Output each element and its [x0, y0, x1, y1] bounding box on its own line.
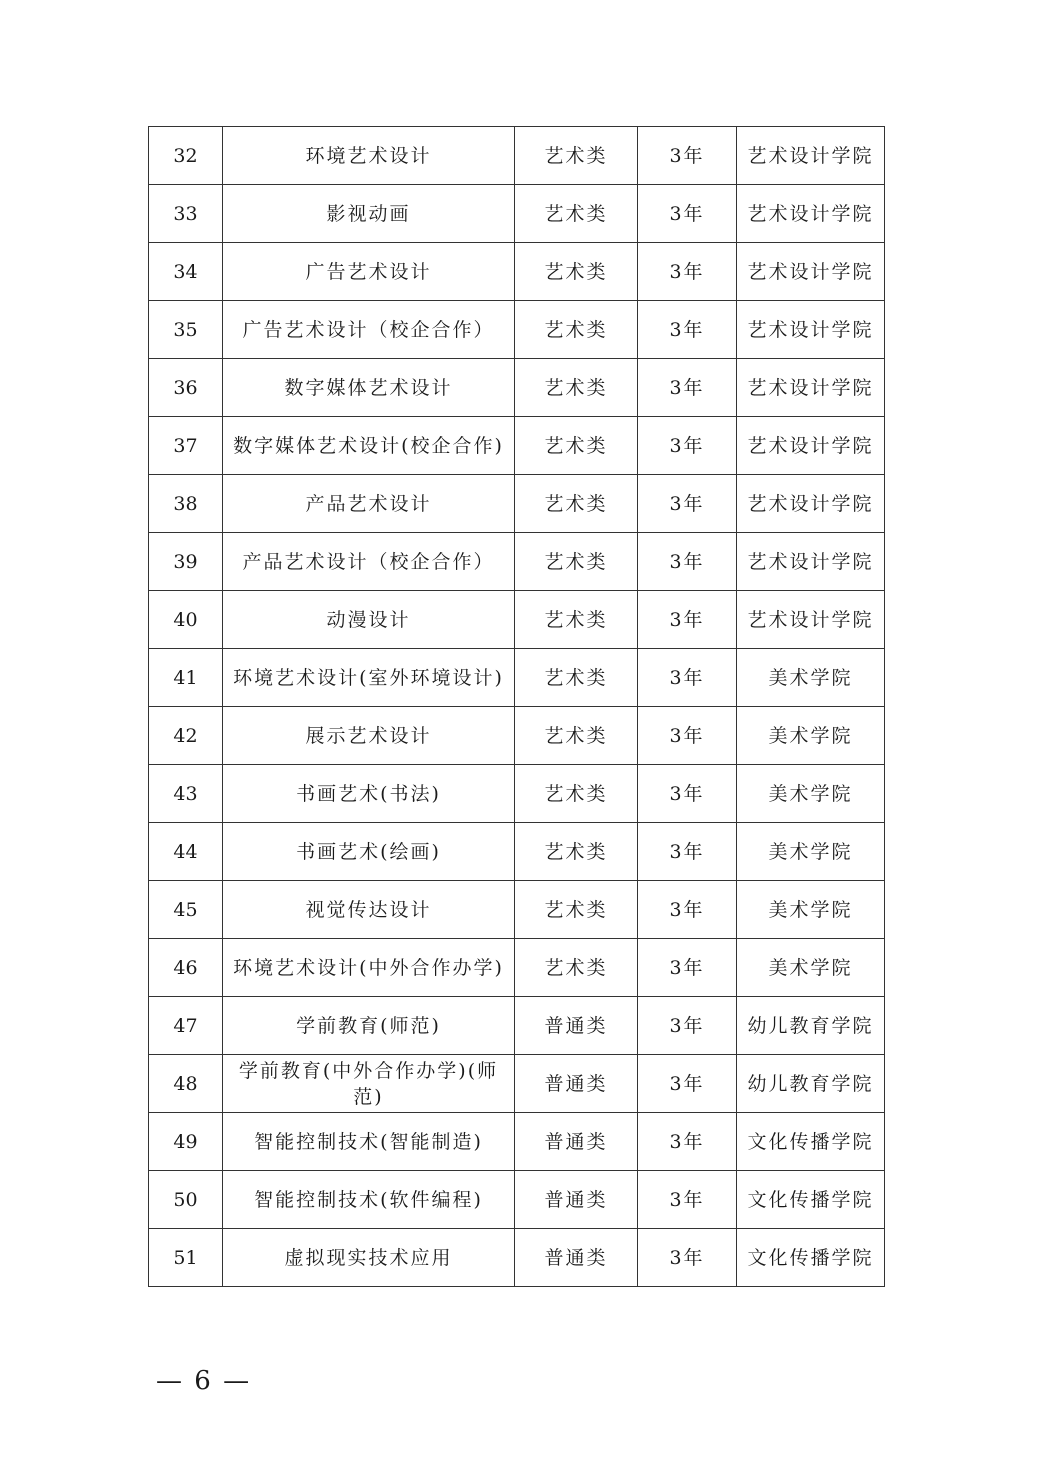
major-name-cell: 书画艺术(绘画)	[223, 823, 515, 881]
row-number-cell: 44	[149, 823, 223, 881]
duration-cell: 3年	[638, 301, 737, 359]
major-name-cell: 广告艺术设计	[223, 243, 515, 301]
major-name-cell: 智能控制技术(软件编程)	[223, 1171, 515, 1229]
duration-cell: 3年	[638, 997, 737, 1055]
category-cell: 普通类	[515, 1113, 638, 1171]
duration-cell: 3年	[638, 823, 737, 881]
table-row	[149, 533, 885, 591]
duration-cell: 3年	[638, 939, 737, 997]
college-cell: 艺术设计学院	[737, 301, 885, 359]
row-number-cell: 47	[149, 997, 223, 1055]
table-row	[149, 707, 885, 765]
duration-cell: 3年	[638, 1055, 737, 1113]
page-number: — 6 —	[156, 1366, 252, 1396]
table-row	[149, 1113, 885, 1171]
major-name-cell: 环境艺术设计	[223, 127, 515, 185]
row-number-cell: 46	[149, 939, 223, 997]
duration-cell: 3年	[638, 359, 737, 417]
category-cell: 艺术类	[515, 417, 638, 475]
major-name-cell: 虚拟现实技术应用	[223, 1229, 515, 1287]
row-number-cell: 41	[149, 649, 223, 707]
table-row	[149, 1055, 885, 1113]
row-number-cell: 49	[149, 1113, 223, 1171]
category-cell: 艺术类	[515, 243, 638, 301]
college-cell: 艺术设计学院	[737, 359, 885, 417]
college-cell: 艺术设计学院	[737, 591, 885, 649]
college-cell: 艺术设计学院	[737, 243, 885, 301]
row-number-cell: 38	[149, 475, 223, 533]
major-name-cell: 影视动画	[223, 185, 515, 243]
duration-cell: 3年	[638, 533, 737, 591]
row-number-cell: 39	[149, 533, 223, 591]
major-name-cell: 数字媒体艺术设计	[223, 359, 515, 417]
row-number-cell: 34	[149, 243, 223, 301]
row-number-cell: 51	[149, 1229, 223, 1287]
college-cell: 美术学院	[737, 707, 885, 765]
category-cell: 艺术类	[515, 591, 638, 649]
major-name-cell: 动漫设计	[223, 591, 515, 649]
table-row	[149, 765, 885, 823]
row-number-cell: 42	[149, 707, 223, 765]
college-cell: 艺术设计学院	[737, 127, 885, 185]
major-name-cell: 环境艺术设计(室外环境设计)	[223, 649, 515, 707]
row-number-cell: 40	[149, 591, 223, 649]
duration-cell: 3年	[638, 881, 737, 939]
category-cell: 艺术类	[515, 475, 638, 533]
table-row	[149, 243, 885, 301]
category-cell: 普通类	[515, 1229, 638, 1287]
college-cell: 艺术设计学院	[737, 533, 885, 591]
table-row	[149, 939, 885, 997]
row-number-cell: 35	[149, 301, 223, 359]
row-number-cell: 48	[149, 1055, 223, 1113]
college-cell: 文化传播学院	[737, 1171, 885, 1229]
major-name-cell: 学前教育(中外合作办学)(师范)	[223, 1055, 515, 1113]
college-cell: 美术学院	[737, 823, 885, 881]
majors-table	[148, 126, 885, 1287]
category-cell: 艺术类	[515, 185, 638, 243]
category-cell: 艺术类	[515, 881, 638, 939]
duration-cell: 3年	[638, 591, 737, 649]
duration-cell: 3年	[638, 649, 737, 707]
college-cell: 艺术设计学院	[737, 475, 885, 533]
category-cell: 艺术类	[515, 649, 638, 707]
major-name-cell: 展示艺术设计	[223, 707, 515, 765]
college-cell: 美术学院	[737, 939, 885, 997]
college-cell: 幼儿教育学院	[737, 1055, 885, 1113]
college-cell: 文化传播学院	[737, 1113, 885, 1171]
row-number-cell: 32	[149, 127, 223, 185]
major-name-cell: 环境艺术设计(中外合作办学)	[223, 939, 515, 997]
major-name-cell: 广告艺术设计（校企合作）	[223, 301, 515, 359]
duration-cell: 3年	[638, 475, 737, 533]
category-cell: 艺术类	[515, 939, 638, 997]
category-cell: 普通类	[515, 1055, 638, 1113]
duration-cell: 3年	[638, 243, 737, 301]
duration-cell: 3年	[638, 707, 737, 765]
college-cell: 文化传播学院	[737, 1229, 885, 1287]
duration-cell: 3年	[638, 417, 737, 475]
major-name-cell: 学前教育(师范)	[223, 997, 515, 1055]
table-row	[149, 417, 885, 475]
duration-cell: 3年	[638, 1113, 737, 1171]
duration-cell: 3年	[638, 127, 737, 185]
category-cell: 艺术类	[515, 533, 638, 591]
table-row	[149, 881, 885, 939]
college-cell: 美术学院	[737, 765, 885, 823]
duration-cell: 3年	[638, 1229, 737, 1287]
major-name-cell: 产品艺术设计（校企合作）	[223, 533, 515, 591]
category-cell: 普通类	[515, 997, 638, 1055]
category-cell: 艺术类	[515, 765, 638, 823]
college-cell: 艺术设计学院	[737, 185, 885, 243]
college-cell: 幼儿教育学院	[737, 997, 885, 1055]
major-name-cell: 智能控制技术(智能制造)	[223, 1113, 515, 1171]
row-number-cell: 43	[149, 765, 223, 823]
duration-cell: 3年	[638, 1171, 737, 1229]
category-cell: 普通类	[515, 1171, 638, 1229]
row-number-cell: 45	[149, 881, 223, 939]
category-cell: 艺术类	[515, 127, 638, 185]
category-cell: 艺术类	[515, 707, 638, 765]
row-number-cell: 37	[149, 417, 223, 475]
major-name-cell: 书画艺术(书法)	[223, 765, 515, 823]
category-cell: 艺术类	[515, 823, 638, 881]
major-name-cell: 视觉传达设计	[223, 881, 515, 939]
row-number-cell: 36	[149, 359, 223, 417]
category-cell: 艺术类	[515, 301, 638, 359]
table-row	[149, 649, 885, 707]
table-row	[149, 823, 885, 881]
majors-table-body	[149, 127, 885, 1287]
table-row	[149, 475, 885, 533]
category-cell: 艺术类	[515, 359, 638, 417]
college-cell: 艺术设计学院	[737, 417, 885, 475]
table-row	[149, 359, 885, 417]
major-name-cell: 数字媒体艺术设计(校企合作)	[223, 417, 515, 475]
table-row	[149, 301, 885, 359]
major-name-cell: 产品艺术设计	[223, 475, 515, 533]
college-cell: 美术学院	[737, 649, 885, 707]
duration-cell: 3年	[638, 765, 737, 823]
college-cell: 美术学院	[737, 881, 885, 939]
row-number-cell: 33	[149, 185, 223, 243]
table-row	[149, 1229, 885, 1287]
duration-cell: 3年	[638, 185, 737, 243]
table-row	[149, 185, 885, 243]
table-row	[149, 127, 885, 185]
table-row	[149, 1171, 885, 1229]
row-number-cell: 50	[149, 1171, 223, 1229]
table-row	[149, 997, 885, 1055]
table-row	[149, 591, 885, 649]
